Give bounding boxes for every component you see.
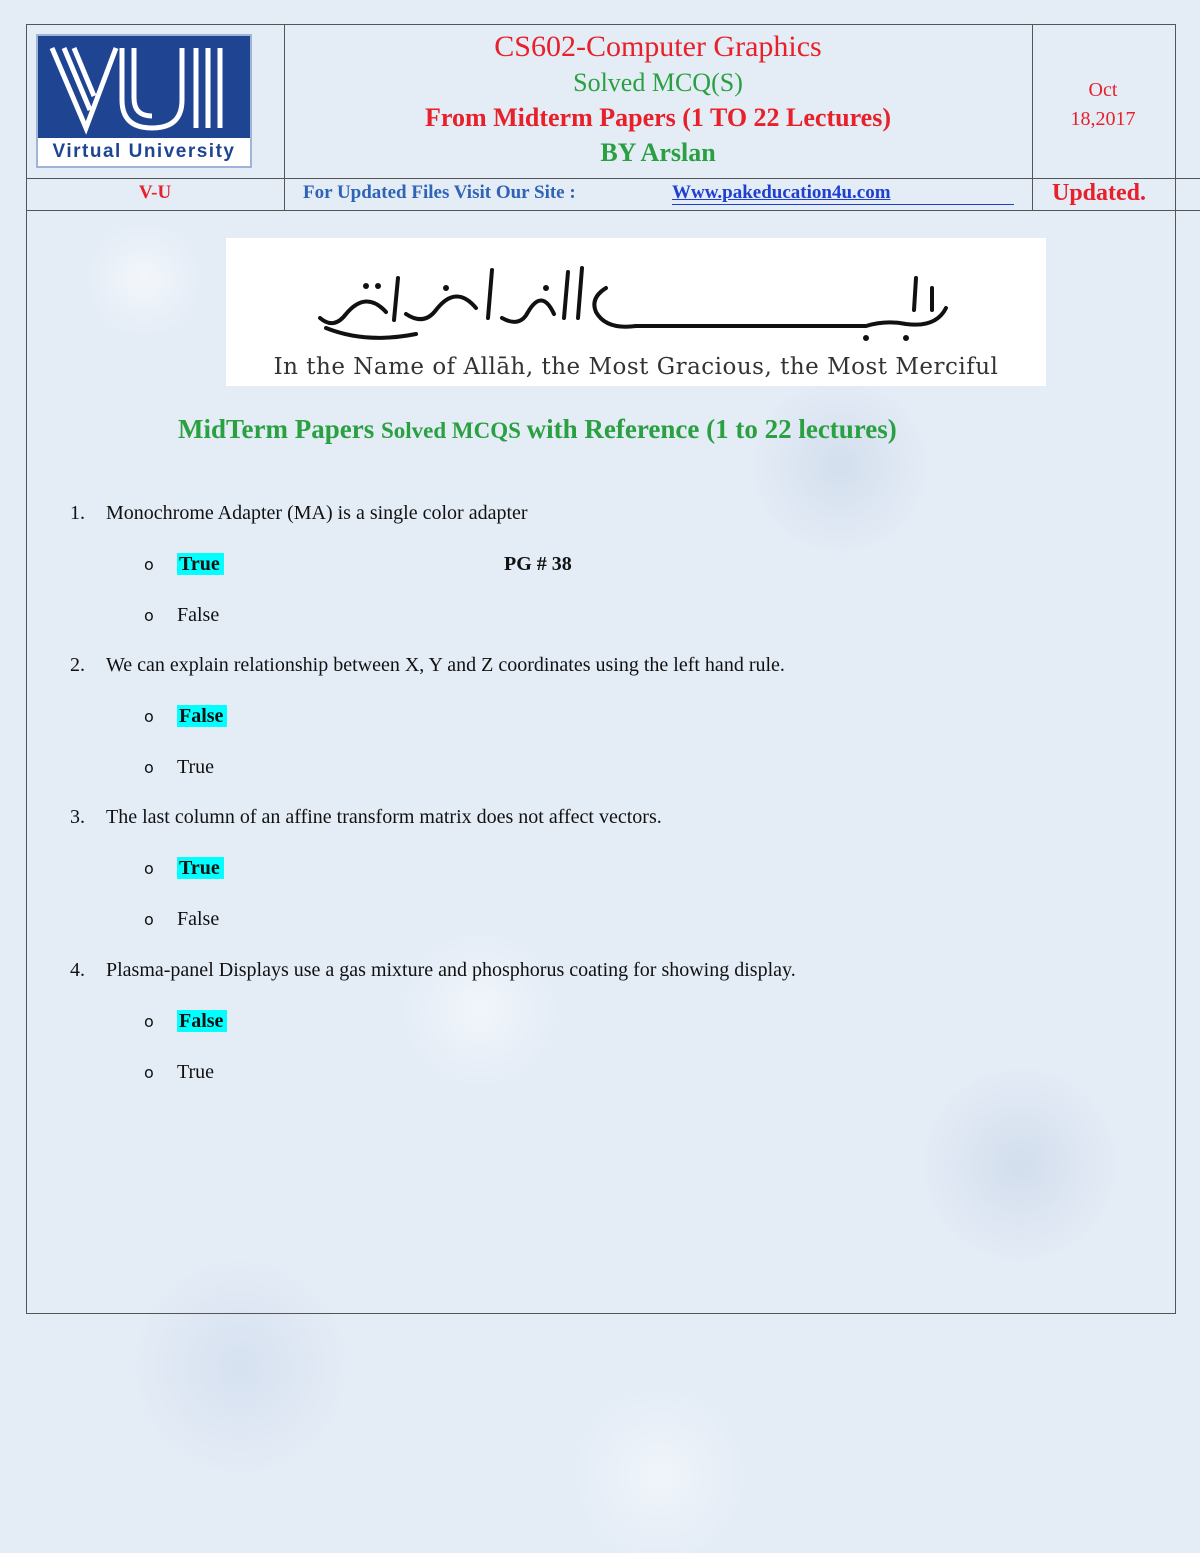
- bullet-icon: o: [144, 758, 154, 777]
- header-divider: [1032, 24, 1033, 210]
- option: [144, 857, 224, 880]
- visit-text: For Updated Files Visit Our Site :: [303, 182, 576, 203]
- vu-logo: [36, 34, 252, 168]
- option: [144, 908, 219, 931]
- question-number: 4.: [70, 959, 85, 981]
- site-underline: [672, 204, 1014, 205]
- updated-label: Updated.: [1051, 180, 1147, 206]
- question-text: Plasma-panel Displays use a gas mixture and phosphorus coating for showing display.: [106, 959, 796, 981]
- option: [144, 553, 224, 576]
- option: [144, 1010, 227, 1033]
- vu-logo-mark: [44, 40, 244, 136]
- section-heading: [178, 414, 897, 445]
- date-block: [1034, 76, 1172, 134]
- question-4: [70, 959, 796, 982]
- document-source: From Midterm Papers (1 TO 22 Lectures): [425, 103, 891, 132]
- option-label: True: [177, 1061, 215, 1083]
- correct-answer: False: [177, 705, 227, 727]
- title-block: [284, 26, 1032, 170]
- question-text: The last column of an affine transform matrix does not affect vectors.: [106, 806, 662, 828]
- option: [144, 1061, 214, 1084]
- course-title: CS602-Computer Graphics: [494, 30, 822, 63]
- option: [144, 705, 227, 728]
- option: [144, 756, 214, 779]
- date-day-year: 18,2017: [1070, 108, 1136, 130]
- document-author: BY Arslan: [600, 138, 716, 167]
- site-link[interactable]: Www.pakeducation4u.com: [672, 182, 891, 203]
- option-label: False: [177, 604, 220, 626]
- question-2: [70, 654, 785, 677]
- heading-part: Solved MCQS: [380, 418, 527, 443]
- question-number: 1.: [70, 502, 85, 524]
- correct-answer: True: [177, 553, 224, 575]
- option-label: False: [177, 908, 220, 930]
- correct-answer: False: [177, 1010, 227, 1032]
- bullet-icon: o: [144, 555, 154, 574]
- question-1: [70, 502, 528, 525]
- bismillah-caption: In the Name of Allāh, the Most Gracious, the Most Merciful: [273, 354, 999, 380]
- date-month: Oct: [1088, 79, 1118, 101]
- question-text: Monochrome Adapter (MA) is a single color adapter: [106, 502, 528, 524]
- question-number: 3.: [70, 806, 85, 828]
- question-3: [70, 806, 662, 829]
- question-text: We can explain relationship between X, Y and Z coordinates using the left hand rule.: [106, 654, 785, 676]
- vu-tag: V-U: [138, 182, 172, 203]
- option: [144, 604, 219, 627]
- bismillah-calligraphy: [306, 248, 966, 348]
- bullet-icon: o: [144, 859, 154, 878]
- bismillah-banner: [226, 238, 1046, 386]
- question-number: 2.: [70, 654, 85, 676]
- header-rule: [26, 210, 1200, 211]
- option-label: True: [177, 756, 215, 778]
- correct-answer: True: [177, 857, 224, 879]
- page-reference: PG # 38: [504, 553, 572, 575]
- heading-part: MidTerm Papers: [178, 414, 381, 444]
- document-subtitle: Solved MCQ(S): [573, 68, 743, 97]
- heading-part: with Reference (1 to 22 lectures): [526, 414, 897, 444]
- bullet-icon: o: [144, 1063, 154, 1082]
- bullet-icon: o: [144, 707, 154, 726]
- bullet-icon: o: [144, 910, 154, 929]
- bullet-icon: o: [144, 606, 154, 625]
- bullet-icon: o: [144, 1012, 154, 1031]
- logo-text: Virtual University: [38, 138, 250, 166]
